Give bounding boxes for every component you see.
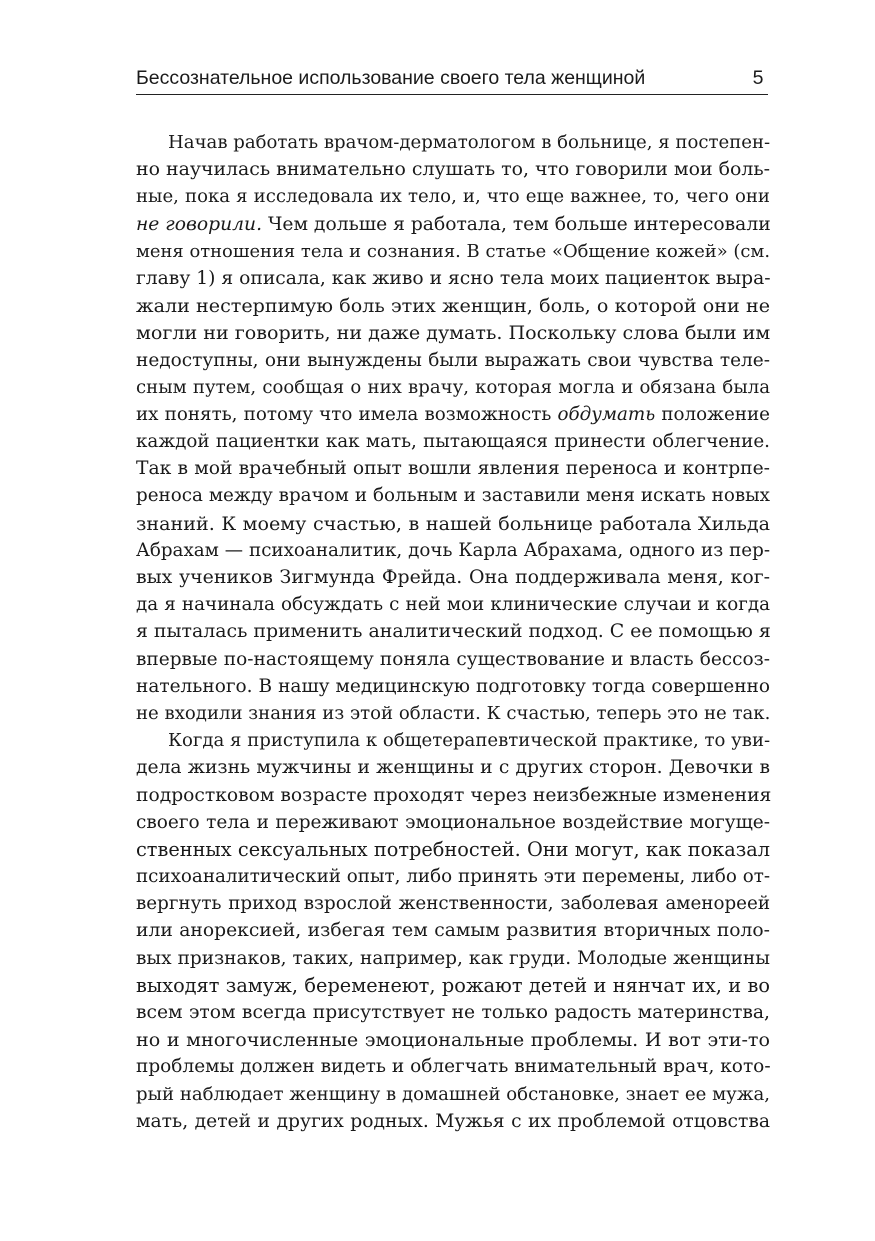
text-run: Чем дольше я работала, тем больше интересовали bbox=[262, 213, 771, 235]
text-line: впервые по-настоящему поняла существование и власть бессоз- bbox=[136, 648, 770, 670]
text-line: меня отношения тела и сознания. В статье «Общение кожей» (см. bbox=[136, 240, 770, 262]
text-line: своего тела и переживают эмоциональное воздействие могуще- bbox=[136, 811, 770, 833]
text-line: проблемы должен видеть и облегчать внимательный врач, кото- bbox=[136, 1056, 771, 1078]
text-line: дела жизнь мужчины и женщины и с других сторон. Девочки в bbox=[136, 757, 770, 779]
text-line: нательного. В нашу медицинскую подготовку тогда совершенно bbox=[136, 675, 770, 697]
text-line: недоступны, они вынуждены были выражать свои чувства теле- bbox=[136, 349, 770, 371]
text-line: вергнуть приход взрослой женственности, заболевая аменореей bbox=[136, 893, 770, 915]
text-run: их понять, потому что имела возможность bbox=[136, 403, 558, 425]
text-line: главу 1) я описала, как живо и ясно тела моих пациенток выра- bbox=[136, 267, 771, 289]
text-line: да я начинала обсуждать с ней мои клинические случаи и когда bbox=[136, 594, 770, 616]
text-line: Когда я приступила к общетерапевтической практике, то уви- bbox=[168, 730, 771, 752]
running-title: Бессознательное использование своего тела женщиной bbox=[136, 67, 646, 89]
text-line: вых признаков, таких, например, как груди. Молодые женщины bbox=[136, 947, 770, 969]
text-line: могли ни говорить, ни даже думать. Поскольку слова были им bbox=[136, 321, 771, 345]
text-line: но и многочисленные эмоциональные проблемы. И вот эти-то bbox=[136, 1028, 770, 1052]
body-text bbox=[136, 129, 770, 1135]
page-number: 5 bbox=[752, 67, 764, 89]
text-line: выходят замуж, беременеют, рожают детей и нянчат их, и во bbox=[136, 973, 770, 997]
text-line: ственных сексуальных потребностей. Они могут, как показал bbox=[136, 837, 770, 861]
text-line: Абрахам — психоаналитик, дочь Карла Абрахама, одного из пер- bbox=[136, 539, 770, 561]
text-line: психоаналитический опыт, либо принять эти перемены, либо от- bbox=[136, 866, 770, 888]
page-header bbox=[136, 62, 768, 95]
text-line: мать, детей и других родных. Мужья с их проблемой отцовства bbox=[136, 1110, 770, 1132]
text-run: положение bbox=[655, 403, 770, 425]
text-line: жали нестерпимую боль этих женщин, боль, о которой они не bbox=[136, 294, 770, 318]
text-line: но научилась внимательно слушать то, что говорили мои боль- bbox=[136, 158, 770, 181]
text-line: реноса между врачом и больным и заставили меня искать новых bbox=[136, 485, 770, 507]
paragraph bbox=[136, 727, 770, 1135]
text-line: рый наблюдает женщину в домашней обстановке, знает ее мужа, bbox=[136, 1083, 770, 1105]
text-line: всем этом всегда присутствует не только радость материнства, bbox=[136, 1002, 770, 1023]
paragraph bbox=[136, 129, 770, 727]
text-line: не входили знания из этой области. К счастью, теперь это не так. bbox=[136, 702, 771, 724]
text-line: Начав работать врачом-дерматологом в больнице, я постепен- bbox=[168, 132, 771, 153]
text-line: я пыталась применить аналитический подход. С ее помощью я bbox=[136, 620, 771, 643]
text-line: или анорексией, избегая тем самым развития вторичных поло- bbox=[136, 920, 770, 942]
text-line: ные, пока я исследовала их тело, и, что еще важнее, то, чего они bbox=[136, 186, 770, 208]
text-line: знаний. К моему счастью, в нашей больнице работала Хильда bbox=[136, 511, 770, 535]
text-line: подростковом возрасте проходят через неизбежные изменения bbox=[136, 784, 772, 806]
text-line bbox=[136, 211, 770, 238]
italic-phrase: не говорили. bbox=[136, 213, 263, 235]
text-line bbox=[136, 401, 770, 428]
text-line: сным путем, сообщая о них врачу, которая могла и обязана была bbox=[136, 376, 770, 398]
text-line: каждой пациентки как мать, пытающаяся принести облегчение. bbox=[136, 431, 770, 453]
text-line: Так в мой врачебный опыт вошли явления переноса и контрпе- bbox=[136, 458, 770, 480]
italic-phrase: обдумать bbox=[557, 403, 656, 425]
text-line: вых учеников Зигмунда Фрейда. Она поддерживала меня, ког- bbox=[136, 566, 770, 588]
